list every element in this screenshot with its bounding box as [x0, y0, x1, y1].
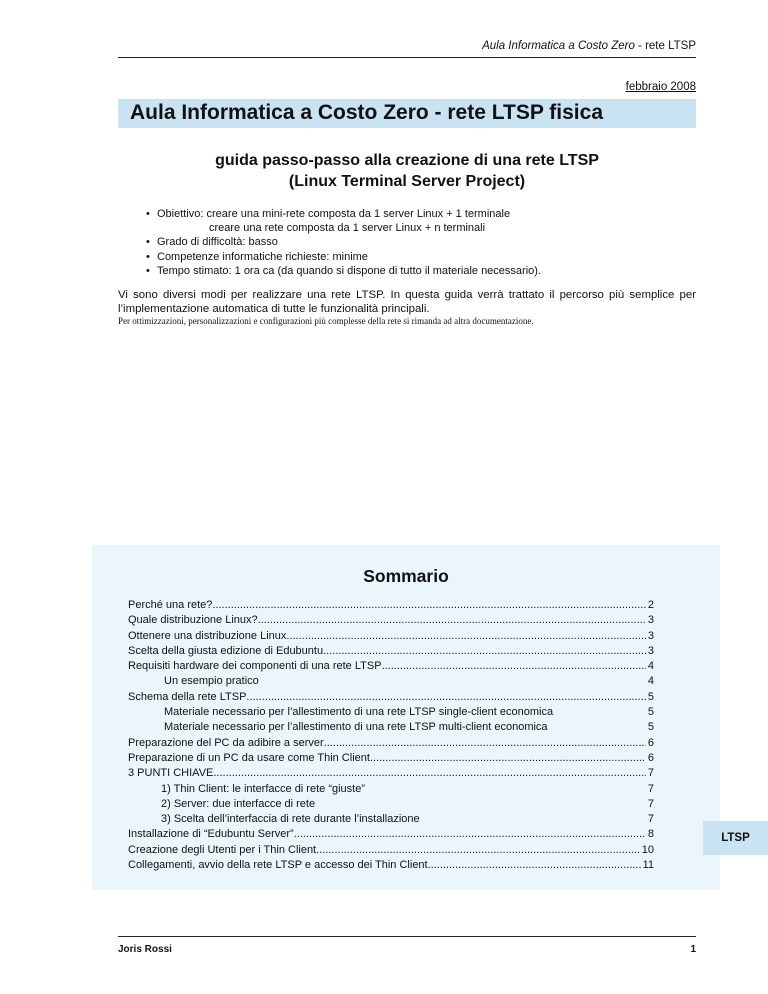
subtitle — [118, 150, 696, 192]
page-title: Aula Informatica a Costo Zero - rete LTSP fisica — [130, 101, 604, 124]
subtitle-line-1: guida passo-passo alla creazione di una rete LTSP — [215, 152, 599, 169]
toc-entry[interactable]: 3 PUNTI CHIAVE ..... 7 — [128, 767, 654, 782]
running-header-italic: Aula Informatica a Costo Zero — [482, 40, 635, 52]
toc-subentry[interactable]: Un esempio pratico 4 — [164, 675, 654, 688]
subtitle-line-2: (Linux Terminal Server Project) — [288, 173, 526, 190]
toc-entry[interactable]: Collegamenti, avvio della rete LTSP e accesso dei Thin Client ..... 11 — [128, 859, 654, 874]
objective-item-continuation: creare una rete composta da 1 server Linux + n terminali — [209, 222, 486, 235]
toc-entry[interactable]: Quale distribuzione Linux? ..... 3 — [128, 614, 654, 629]
toc-subentry[interactable]: 1) Thin Client: le interfacce di rete “giuste” 7 — [161, 782, 654, 795]
objective-item: • Obiettivo: creare una mini-rete composta da 1 server Linux + 1 terminale — [146, 207, 541, 221]
footer-author: Joris Rossi — [118, 944, 172, 955]
objectives-list — [146, 207, 541, 278]
toc-subentry[interactable]: Materiale necessario per l’allestimento di una rete LTSP multi-client economica 5 — [164, 721, 654, 734]
page-number: 1 — [690, 944, 696, 955]
intro-paragraph: Vi sono diversi modi per realizzare una rete LTSP. In questa guida verrà trattato il percorso più semplice per l’implementazione automatica di tutte le funzionalità principali. — [118, 289, 696, 316]
objective-item: • Tempo stimato: 1 ora ca (da quando si dispone di tutto il materiale necessario). — [146, 264, 541, 278]
toc-entry[interactable]: Perché una rete? ..... 2 — [128, 599, 654, 614]
running-header — [482, 40, 696, 52]
objective-item: • Grado di difficoltà: basso — [146, 235, 541, 249]
toc-entry[interactable]: Ottenere una distribuzione Linux ..... 3 — [128, 630, 654, 645]
toc-subentry[interactable]: Materiale necessario per l’allestimento di una rete LTSP single-client economica 5 — [164, 706, 654, 719]
toc-list — [128, 599, 654, 874]
toc-entry[interactable]: Preparazione di un PC da usare come Thin Client ..... 6 — [128, 752, 654, 767]
toc-entry[interactable]: Requisiti hardware dei componenti di una rete LTSP ..... 4 — [128, 660, 654, 675]
documentation-note: Per ottimizzazioni, personalizzazioni e configurazioni più complesse della rete si rimanda ad altra documentazione. — [118, 316, 534, 326]
section-tab: LTSP — [703, 821, 768, 855]
toc-subentry[interactable]: 2) Server: due interfacce di rete 7 — [161, 797, 654, 810]
objective-item: • Competenze informatiche richieste: minime — [146, 250, 541, 264]
toc-subentry[interactable]: 3) Scelta dell’interfaccia di rete durante l’installazione 7 — [161, 813, 654, 826]
document-date: febbraio 2008 — [625, 81, 696, 93]
header-rule — [118, 57, 696, 58]
running-header-rest: - rete LTSP — [634, 40, 696, 52]
toc-entry[interactable]: Scelta della giusta edizione di Edubuntu ..... 3 — [128, 645, 654, 660]
toc-entry[interactable]: Creazione degli Utenti per i Thin Client ..... 10 — [128, 844, 654, 859]
footer-rule — [118, 936, 696, 937]
toc-entry[interactable]: Installazione di “Edubuntu Server” ..... 8 — [128, 828, 654, 843]
toc-entry[interactable]: Schema della rete LTSP ..... 5 — [128, 691, 654, 706]
toc-title: Sommario — [363, 566, 449, 586]
toc-entry[interactable]: Preparazione del PC da adibire a server ..... 6 — [128, 737, 654, 752]
